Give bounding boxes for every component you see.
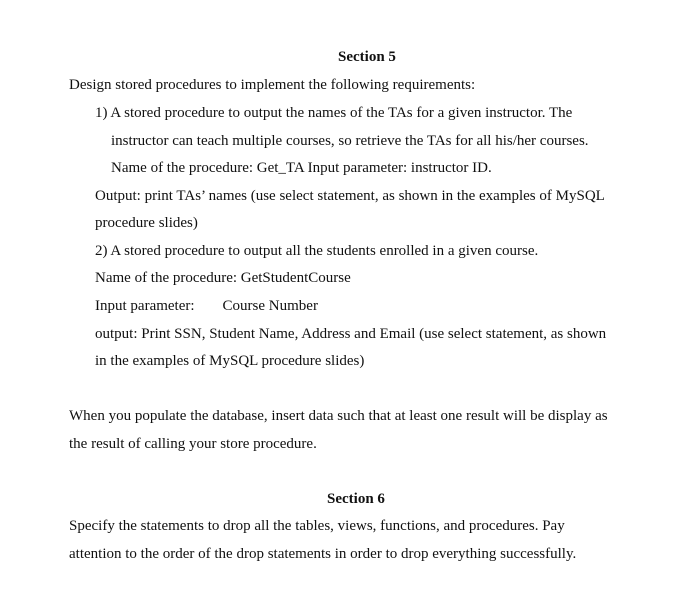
requirement-2-output-line-2: in the examples of MySQL procedure slides): [95, 353, 365, 369]
section-5-heading: Section 5: [338, 49, 396, 65]
section-6-line-1: Specify the statements to drop all the tables, views, functions, and procedures. Pay: [69, 518, 565, 534]
input-parameter-label: Input parameter:: [95, 298, 195, 314]
input-parameter-value: Course Number: [222, 298, 318, 314]
requirement-2-input-parameter: [95, 297, 318, 315]
requirement-1-output-line-2: procedure slides): [95, 215, 198, 231]
section-5-intro: Design stored procedures to implement the following requirements:: [69, 77, 476, 93]
requirement-2-line-1: 2) A stored procedure to output all the students enrolled in a given course.: [95, 243, 539, 259]
requirement-2-output-line-1: output: Print SSN, Student Name, Address and Email (use select statement, as shown: [95, 326, 607, 342]
requirement-1-line-1: 1) A stored procedure to output the names of the TAs for a given instructor. The: [95, 105, 573, 121]
requirement-1-output-line-1: Output: print TAs’ names (use select statement, as shown in the examples of MySQL: [95, 188, 605, 204]
section-6-line-2: attention to the order of the drop statements in order to drop everything successfully.: [69, 546, 577, 562]
requirement-1-procedure-name: Name of the procedure: Get_TA Input parameter: instructor ID.: [111, 160, 492, 176]
section-6-heading: Section 6: [327, 491, 385, 507]
requirement-2-procedure-name: Name of the procedure: GetStudentCourse: [95, 270, 351, 286]
populate-note-line-2: the result of calling your store procedure.: [69, 436, 317, 452]
requirement-1-line-2: instructor can teach multiple courses, so retrieve the TAs for all his/her courses.: [111, 133, 589, 149]
populate-note-line-1: When you populate the database, insert data such that at least one result will be display as: [69, 408, 608, 424]
